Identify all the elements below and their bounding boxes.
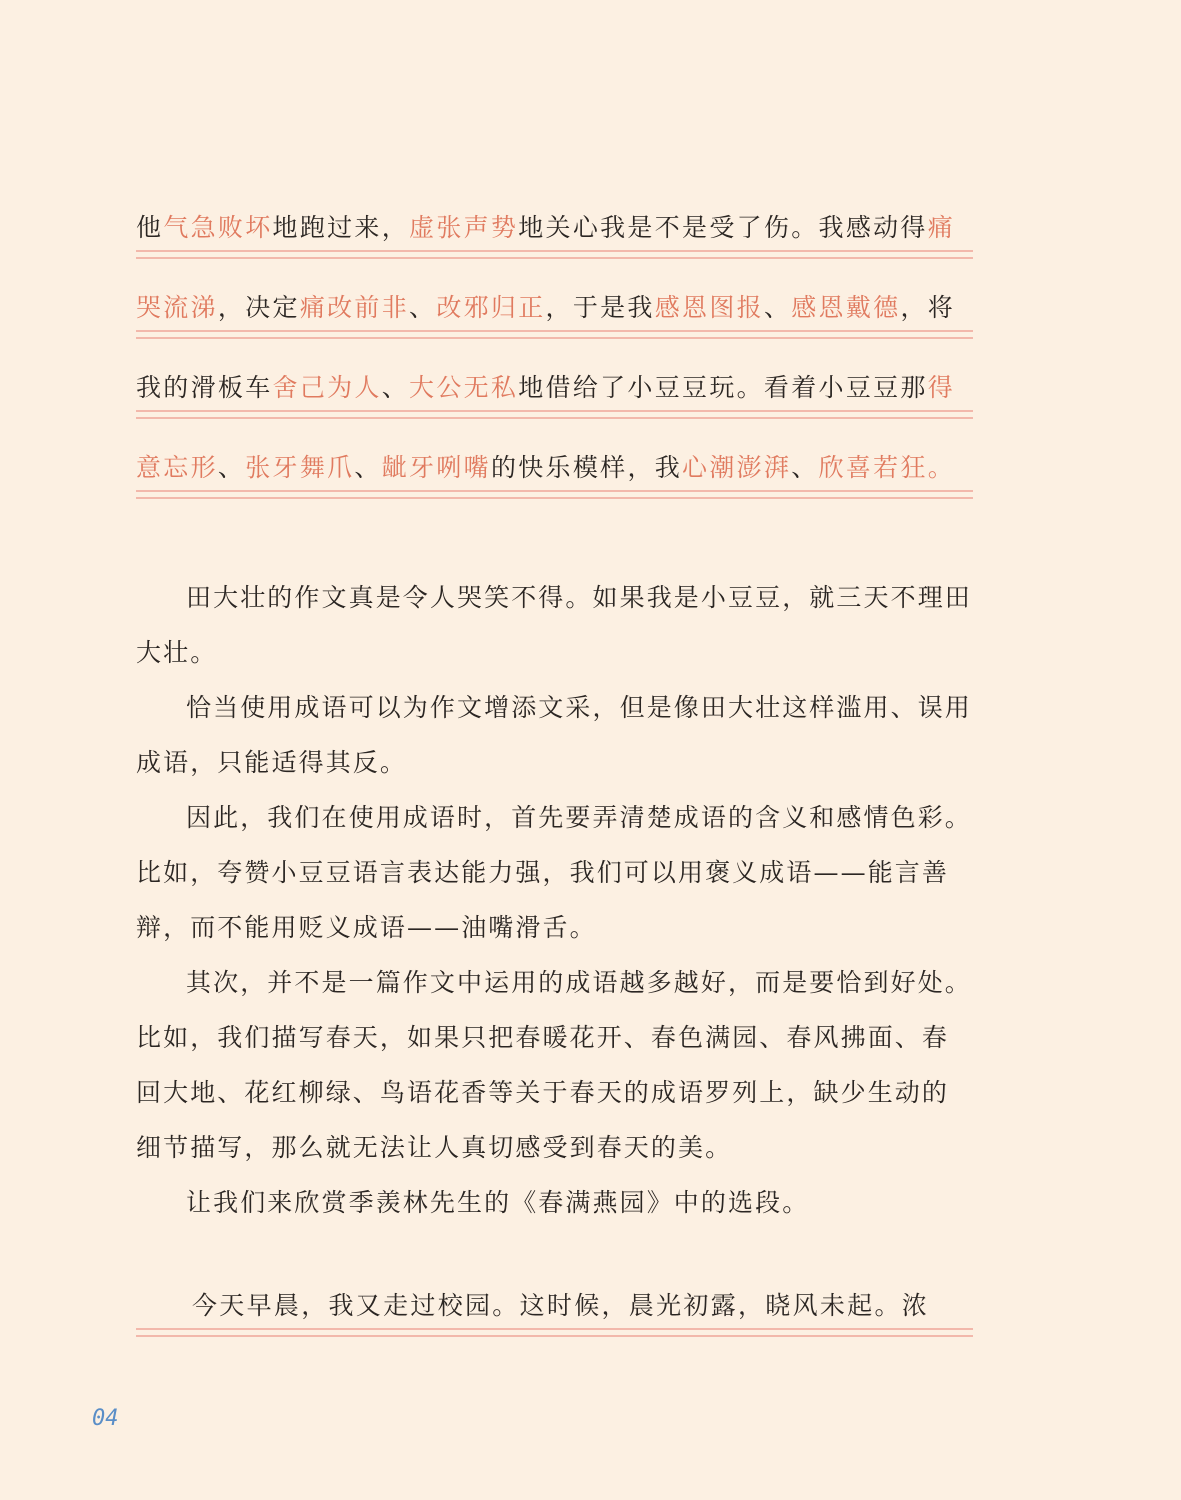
idiom-highlight: 痛改前非 [299,293,410,322]
excerpt-text: 、 [763,293,792,322]
body-text [136,570,976,1230]
excerpt-text: ，于是我 [545,293,655,322]
idiom-highlight: 龇牙咧嘴 [381,453,491,482]
idiom-highlight: 欣喜若狂 [818,453,928,482]
excerpt-text: 我的滑板车 [136,373,273,402]
excerpt-bottom [136,1250,973,1330]
idiom-highlight: 。 [927,453,956,482]
idiom-highlight: 改邪归正 [436,293,546,322]
rule [136,490,973,492]
excerpt-line-text [136,375,973,400]
idiom-highlight: 虚张声势 [409,213,519,242]
excerpt-text: 、 [409,293,437,322]
excerpt-line [136,412,973,492]
excerpt-text: 他 [136,213,164,242]
excerpt-text: 、 [354,453,382,482]
paragraph: 因此，我们在使用成语时，首先要弄清楚成语的含义和感情色彩。比如，夸赞小豆豆语言表达能力强，我们可以用褒义成语——能言善辩，而不能用贬义成语——油嘴滑舌。 [136,803,972,942]
idiom-highlight: 大公无私 [409,373,519,402]
idiom-highlight: 哭流涕 [136,293,218,322]
excerpt-line [136,252,973,332]
paragraph: 让我们来欣赏季羡林先生的《春满燕园》中的选段。 [186,1188,810,1217]
idiom-highlight: 心潮澎湃 [682,453,792,482]
idiom-highlight: 痛 [927,213,956,242]
page-number: 04 [92,1406,119,1431]
idiom-highlight: 得 [927,373,956,402]
excerpt-line-text: 今天早晨，我又走过校园。这时候，晨光初露，晓风未起。浓 [192,1291,930,1320]
excerpt-line-text [136,215,973,240]
excerpt-line [136,332,973,412]
excerpt-text: ，决定 [217,293,300,322]
excerpt-text: 、 [217,453,246,482]
paragraph: 田大壮的作文真是令人哭笑不得。如果我是小豆豆，就三天不理田大壮。 [136,583,972,667]
idiom-highlight: 感恩图报 [654,293,764,322]
rule [136,1328,973,1330]
excerpt-line-text [136,455,973,480]
excerpt-text: 、 [381,373,410,402]
idiom-highlight: 舍己为人 [272,373,382,402]
excerpt-top [136,172,973,492]
excerpt-line-text [136,295,973,320]
idiom-highlight: 感恩戴德 [791,293,901,322]
excerpt-line [136,1250,973,1330]
excerpt-text: 地跑过来， [272,213,410,242]
paragraph: 其次，并不是一篇作文中运用的成语越多越好，而是要恰到好处。比如，我们描写春天，如果只把春暖花开、春色满园、春风拂面、春回大地、花红柳绿、鸟语花香等关于春天的成语罗列上，缺少生动的细节描写，那么就无法让人真切感受到春天的美。 [136,968,972,1162]
idiom-highlight: 意忘形 [136,453,218,482]
rule [136,1335,973,1337]
paragraph: 恰当使用成语可以为作文增添文采，但是像田大壮这样滥用、误用成语，只能适得其反。 [136,693,972,777]
idiom-highlight: 气急败坏 [163,213,273,242]
idiom-highlight: 张牙舞爪 [245,453,355,482]
rule [136,497,973,499]
excerpt-text: 地借给了小豆豆玩。看着小豆豆那 [518,373,928,402]
excerpt-text: 、 [791,453,819,482]
excerpt-text: 的快乐模样，我 [490,453,683,482]
excerpt-line [136,172,973,252]
excerpt-text: 地关心我是不是受了伤。我感动得 [518,213,928,242]
excerpt-text: ，将 [900,293,956,322]
